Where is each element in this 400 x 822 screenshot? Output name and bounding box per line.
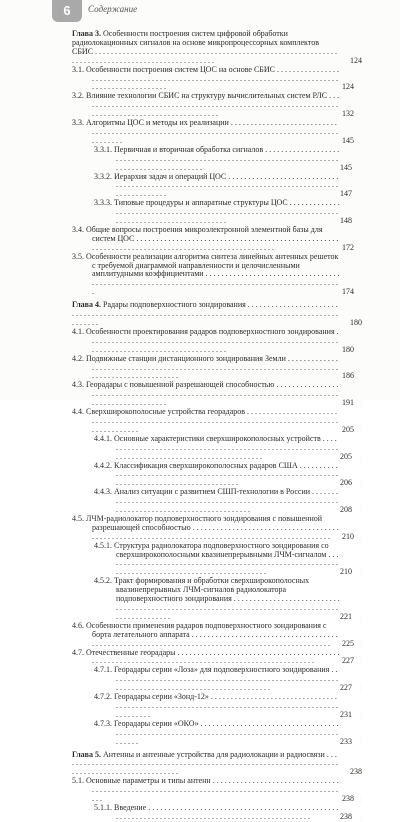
toc-entry <box>72 804 362 822</box>
chapter-label: Глава 3. <box>72 29 103 38</box>
toc-title: 4.4.2. Классификация сверхширокополосных радаров США <box>94 460 298 470</box>
toc-page-number: 238 <box>350 767 362 777</box>
chapter-label: Глава 4. <box>72 300 103 310</box>
toc-entry <box>72 119 362 146</box>
toc-page-number: 124 <box>360 83 362 92</box>
toc-title: 4.3. Георадары с повышенной разрешающей способностью <box>72 380 275 390</box>
toc-title: 4.2. Подвижные станции дистанционного зондирования Земли <box>72 353 286 363</box>
toc-page-number: 227 <box>360 684 362 693</box>
toc-chapter-entry <box>72 751 362 778</box>
toc-title: 4.4.3. Анализ ситуации с развитием СШП-технологии в России <box>94 487 311 497</box>
toc-title: 5.1. Основные параметры и типы антенн <box>72 776 211 786</box>
toc-title: 4.4.1. Основные характеристики сверхширокополосных устройств <box>94 433 321 443</box>
toc-entry <box>72 355 362 382</box>
toc-page-number: 208 <box>360 506 362 515</box>
toc-title: 4.1. Особенности проектирования радаров подповерхностного зондирования <box>72 326 335 336</box>
toc-title: 3.3.2. Иерархия задач и операций ЦОС <box>94 171 227 181</box>
toc-entry <box>72 435 362 462</box>
toc-entry <box>72 462 362 489</box>
toc-page-number: 180 <box>350 318 362 327</box>
toc-entry <box>72 693 362 720</box>
toc-page-number: 180 <box>360 346 362 355</box>
toc-title: 3.1. Особенности построения систем ЦОС на основе СБИС <box>72 64 276 74</box>
toc-page-number: 221 <box>360 613 362 622</box>
toc-title: 4.4. Сверхширокополосные устройства георадаров <box>72 407 246 417</box>
toc-page-number: 210 <box>360 533 362 542</box>
toc-entry <box>72 622 362 649</box>
toc-page-number: 145 <box>360 164 362 173</box>
toc-page-number: 191 <box>360 399 362 408</box>
toc-title: 4.7.1. Георадары серии «Лоза» для подповерхностного зондирования <box>94 665 330 675</box>
toc-title: 5.1.1. Введение <box>94 802 147 812</box>
toc-page-number: 227 <box>360 657 362 666</box>
toc-title: 3.4. Общие вопросы построения микроэлектронной элементной базы для систем ЦОС <box>72 224 323 243</box>
toc-title: 3.5. Особенности реализации алгоритма синтеза линейных антенных решеток с требуемой диаграммой направленности и целочисленными амплитудными коэффициентами <box>72 251 339 279</box>
page-header <box>0 0 400 28</box>
toc-entry <box>72 777 362 804</box>
toc-entry <box>72 649 362 667</box>
toc-entry <box>72 488 362 515</box>
toc-entry <box>72 542 362 578</box>
chapter-label: Глава 5. <box>72 749 103 759</box>
toc-title: Антенны и антенные устройства для радиолокации и радиосвязи <box>103 749 325 759</box>
toc-entry <box>72 408 362 435</box>
toc-title: 3.3.3. Типовые процедуры и аппаратные структуры ЦОС <box>94 198 288 208</box>
toc-entry <box>72 199 362 226</box>
toc-page-number: 231 <box>360 711 362 720</box>
toc-title: Радары подповерхностного зондирования <box>103 300 246 310</box>
toc-page-number: 147 <box>360 190 362 199</box>
toc-title: 3.3. Алгоритмы ЦОС и методы их реализации <box>72 118 229 128</box>
toc-page-number: 148 <box>360 217 362 226</box>
toc-title: 3.3.1. Первичная и вторичная обработка сигналов <box>94 144 264 154</box>
toc-page-number: 132 <box>360 110 362 119</box>
toc-entry <box>72 720 362 747</box>
toc-entry <box>72 173 362 200</box>
toc-title: 4.7. Отечественные георадары <box>72 647 176 657</box>
toc-entry <box>72 328 362 355</box>
toc-title: 4.5.2. Тракт формирования и обработки сверхширокополосных квазинепрерывных ЛЧМ-сигналов радиолокатора подповерхностного зондирования <box>94 576 310 604</box>
toc-page-number: 186 <box>360 372 362 381</box>
toc-entry <box>72 666 362 693</box>
toc-chapter-entry <box>72 301 362 328</box>
toc-entry <box>72 226 362 253</box>
running-head: Содержание <box>88 4 138 14</box>
toc-title: 4.5. ЛЧМ-радиолокатор подповерхностного зондирования с повышенной разрешающей способностью <box>72 513 323 532</box>
toc-page-number: 172 <box>360 244 362 253</box>
toc-entry <box>72 253 362 298</box>
toc-title: 4.7.2. Георадары серии «Зонд-12» <box>94 692 209 702</box>
toc-page-number: 233 <box>360 738 362 747</box>
toc-entry <box>72 381 362 408</box>
toc-entry <box>72 515 362 542</box>
toc-page-number: 124 <box>350 55 362 65</box>
toc-page-number: 174 <box>360 288 362 297</box>
toc-page-number: 206 <box>360 479 362 488</box>
toc-entry <box>72 92 362 119</box>
table-of-contents <box>72 30 362 822</box>
toc-page-number: 238 <box>360 813 362 822</box>
toc-page-number: 205 <box>360 453 362 462</box>
toc-page-number: 210 <box>360 568 362 577</box>
toc-page-number: 238 <box>360 795 362 804</box>
toc-page-number: 145 <box>360 137 362 146</box>
toc-entry <box>72 577 362 622</box>
toc-title: Особенности построения систем цифровой обработки радиолокационных сигналов на основе микропроцессорных комплектов СБИС <box>72 29 319 56</box>
toc-title: 3.2. Влияние технологии СБИС на структуру вычислительных систем РЛС <box>72 91 328 101</box>
toc-title: 4.6. Особенности применения радаров подповерхностного зондирования с борта летательного аппарата <box>72 620 327 639</box>
toc-page-number: 225 <box>360 640 362 649</box>
toc-title: 4.7.3. Георадары серии «ОКО» <box>94 718 199 728</box>
page-number-badge: 6 <box>52 0 82 22</box>
toc-entry <box>72 66 362 93</box>
toc-entry <box>72 146 362 173</box>
toc-title: 4.5.1. Структура радиолокатора подповерхностного зондирования со сверхширокополосными квазинепрерывными ЛЧМ-сигналом <box>94 540 329 559</box>
toc-chapter-entry <box>72 30 362 66</box>
toc-page-number: 205 <box>360 426 362 435</box>
